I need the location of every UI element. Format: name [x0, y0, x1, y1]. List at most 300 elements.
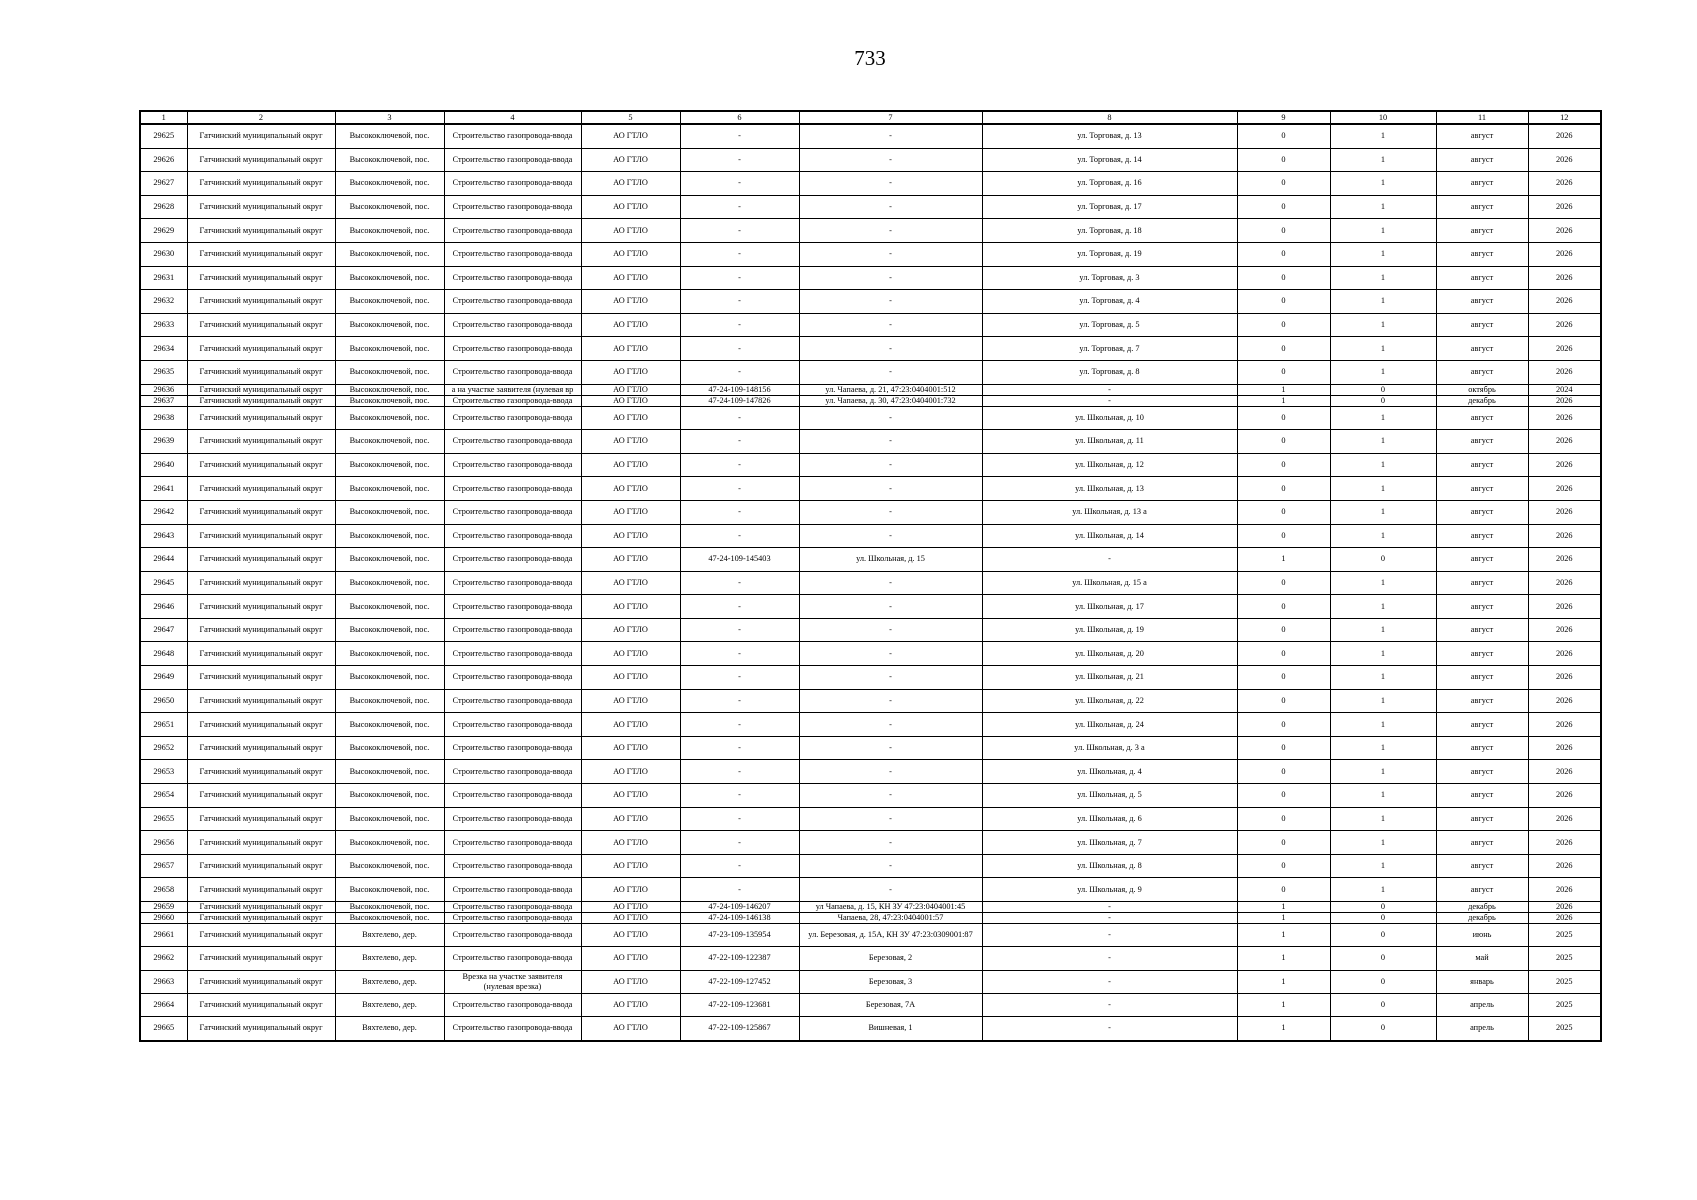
record-id-cell: 29630 [140, 242, 187, 266]
organization-cell: АО ГТЛО [581, 337, 680, 361]
organization-cell: АО ГТЛО [581, 548, 680, 572]
address-cell: - [799, 430, 982, 454]
work-type-cell: Строительство газопровода-ввода [444, 124, 581, 148]
district-cell: Гатчинский муниципальный округ [187, 970, 335, 993]
count-connected-cell: 0 [1237, 430, 1330, 454]
month-cell: август [1436, 689, 1528, 713]
organization-cell: АО ГТЛО [581, 642, 680, 666]
address-cell: - [799, 219, 982, 243]
table-row [140, 500, 1601, 524]
organization-cell: АО ГТЛО [581, 913, 680, 924]
tech-conditions-number-cell: 47-24-109-147826 [680, 395, 799, 406]
tech-conditions-number-cell: - [680, 807, 799, 831]
count-connected-cell: 0 [1237, 571, 1330, 595]
table-row [140, 666, 1601, 690]
count-connected-cell: 0 [1237, 595, 1330, 619]
settlement-cell: Вяхтелево, дер. [335, 924, 444, 947]
table-row [140, 1017, 1601, 1041]
district-cell: Гатчинский муниципальный округ [187, 666, 335, 690]
organization-cell: АО ГТЛО [581, 947, 680, 971]
settlement-cell: Высокоключевой, пос. [335, 784, 444, 808]
settlement-cell: Высокоключевой, пос. [335, 124, 444, 148]
work-type-cell: Строительство газопровода-ввода [444, 406, 581, 430]
count-planned-cell: 1 [1330, 195, 1436, 219]
count-connected-cell: 1 [1237, 902, 1330, 913]
address-cell: Чапаева, 28, 47:23:0404001:57 [799, 913, 982, 924]
count-planned-cell: 0 [1330, 902, 1436, 913]
work-type-cell: Строительство газопровода-ввода [444, 807, 581, 831]
district-cell: Гатчинский муниципальный округ [187, 548, 335, 572]
work-type-cell: Строительство газопровода-ввода [444, 548, 581, 572]
count-planned-cell: 1 [1330, 854, 1436, 878]
organization-cell: АО ГТЛО [581, 524, 680, 548]
organization-cell: АО ГТЛО [581, 713, 680, 737]
month-cell: апрель [1436, 993, 1528, 1017]
organization-cell: АО ГТЛО [581, 313, 680, 337]
address-cell: - [799, 642, 982, 666]
work-type-cell: Строительство газопровода-ввода [444, 760, 581, 784]
column-header-12: 12 [1528, 111, 1601, 124]
month-cell: август [1436, 195, 1528, 219]
work-type-cell: Строительство газопровода-ввода [444, 266, 581, 290]
column-header-3: 3 [335, 111, 444, 124]
object-address-cell: ул. Школьная, д. 12 [982, 453, 1237, 477]
record-id-cell: 29626 [140, 148, 187, 172]
object-address-cell: ул. Школьная, д. 17 [982, 595, 1237, 619]
address-cell: - [799, 784, 982, 808]
year-cell: 2026 [1528, 666, 1601, 690]
count-planned-cell: 0 [1330, 947, 1436, 971]
address-cell: Вишневая, 1 [799, 1017, 982, 1041]
count-connected-cell: 0 [1237, 337, 1330, 361]
work-type-cell: Строительство газопровода-ввода [444, 831, 581, 855]
record-id-cell: 29655 [140, 807, 187, 831]
month-cell: август [1436, 807, 1528, 831]
settlement-cell: Высокоключевой, пос. [335, 195, 444, 219]
district-cell: Гатчинский муниципальный округ [187, 913, 335, 924]
record-id-cell: 29634 [140, 337, 187, 361]
settlement-cell: Вяхтелево, дер. [335, 947, 444, 971]
count-connected-cell: 0 [1237, 666, 1330, 690]
district-cell: Гатчинский муниципальный округ [187, 831, 335, 855]
year-cell: 2026 [1528, 195, 1601, 219]
year-cell: 2026 [1528, 148, 1601, 172]
tech-conditions-number-cell: 47-22-109-122387 [680, 947, 799, 971]
count-connected-cell: 0 [1237, 124, 1330, 148]
organization-cell: АО ГТЛО [581, 760, 680, 784]
year-cell: 2026 [1528, 395, 1601, 406]
organization-cell: АО ГТЛО [581, 970, 680, 993]
object-address-cell: ул. Школьная, д. 22 [982, 689, 1237, 713]
settlement-cell: Высокоключевой, пос. [335, 713, 444, 737]
address-cell: - [799, 313, 982, 337]
tech-conditions-number-cell: - [680, 618, 799, 642]
month-cell: август [1436, 831, 1528, 855]
object-address-cell: - [982, 970, 1237, 993]
record-id-cell: 29635 [140, 360, 187, 384]
organization-cell: АО ГТЛО [581, 831, 680, 855]
year-cell: 2026 [1528, 618, 1601, 642]
year-cell: 2026 [1528, 571, 1601, 595]
object-address-cell: - [982, 902, 1237, 913]
record-id-cell: 29631 [140, 266, 187, 290]
count-planned-cell: 1 [1330, 618, 1436, 642]
table-row [140, 124, 1601, 148]
tech-conditions-number-cell: - [680, 736, 799, 760]
object-address-cell: ул. Школьная, д. 20 [982, 642, 1237, 666]
year-cell: 2026 [1528, 913, 1601, 924]
tech-conditions-number-cell: - [680, 360, 799, 384]
address-cell: - [799, 666, 982, 690]
settlement-cell: Высокоключевой, пос. [335, 395, 444, 406]
year-cell: 2026 [1528, 760, 1601, 784]
record-id-cell: 29664 [140, 993, 187, 1017]
work-type-cell: Строительство газопровода-ввода [444, 1017, 581, 1041]
object-address-cell: ул. Школьная, д. 11 [982, 430, 1237, 454]
object-address-cell: ул. Школьная, д. 7 [982, 831, 1237, 855]
work-type-cell: Строительство газопровода-ввода [444, 913, 581, 924]
tech-conditions-number-cell: - [680, 430, 799, 454]
record-id-cell: 29661 [140, 924, 187, 947]
organization-cell: АО ГТЛО [581, 242, 680, 266]
table-row [140, 548, 1601, 572]
count-connected-cell: 0 [1237, 148, 1330, 172]
object-address-cell: ул. Школьная, д. 8 [982, 854, 1237, 878]
object-address-cell: ул. Школьная, д. 5 [982, 784, 1237, 808]
address-cell: - [799, 878, 982, 902]
table-row [140, 713, 1601, 737]
month-cell: август [1436, 666, 1528, 690]
count-connected-cell: 1 [1237, 970, 1330, 993]
address-cell: - [799, 242, 982, 266]
table-row [140, 642, 1601, 666]
table-row [140, 913, 1601, 924]
tech-conditions-number-cell: - [680, 642, 799, 666]
object-address-cell: - [982, 924, 1237, 947]
object-address-cell: - [982, 548, 1237, 572]
count-connected-cell: 0 [1237, 618, 1330, 642]
work-type-cell: Строительство газопровода-ввода [444, 736, 581, 760]
address-cell: - [799, 689, 982, 713]
work-type-cell: Строительство газопровода-ввода [444, 148, 581, 172]
month-cell: апрель [1436, 1017, 1528, 1041]
record-id-cell: 29660 [140, 913, 187, 924]
work-type-cell: Строительство газопровода-ввода [444, 618, 581, 642]
work-type-cell: Строительство газопровода-ввода [444, 784, 581, 808]
month-cell: август [1436, 736, 1528, 760]
object-address-cell: ул. Школьная, д. 21 [982, 666, 1237, 690]
object-address-cell: - [982, 395, 1237, 406]
table-row [140, 337, 1601, 361]
district-cell: Гатчинский муниципальный округ [187, 878, 335, 902]
organization-cell: АО ГТЛО [581, 360, 680, 384]
object-address-cell: ул. Торговая, д. 5 [982, 313, 1237, 337]
organization-cell: АО ГТЛО [581, 148, 680, 172]
record-id-cell: 29662 [140, 947, 187, 971]
object-address-cell: ул. Школьная, д. 14 [982, 524, 1237, 548]
organization-cell: АО ГТЛО [581, 689, 680, 713]
address-cell: - [799, 618, 982, 642]
organization-cell: АО ГТЛО [581, 219, 680, 243]
table-row [140, 242, 1601, 266]
address-cell: - [799, 736, 982, 760]
count-connected-cell: 0 [1237, 689, 1330, 713]
tech-conditions-number-cell: - [680, 195, 799, 219]
district-cell: Гатчинский муниципальный округ [187, 148, 335, 172]
tech-conditions-number-cell: - [680, 571, 799, 595]
table-row [140, 831, 1601, 855]
address-cell: Березовая, 7А [799, 993, 982, 1017]
record-id-cell: 29646 [140, 595, 187, 619]
tech-conditions-number-cell: 47-22-109-123681 [680, 993, 799, 1017]
year-cell: 2026 [1528, 854, 1601, 878]
column-header-9: 9 [1237, 111, 1330, 124]
tech-conditions-number-cell: - [680, 878, 799, 902]
count-planned-cell: 1 [1330, 736, 1436, 760]
count-connected-cell: 0 [1237, 477, 1330, 501]
year-cell: 2026 [1528, 430, 1601, 454]
address-cell: ул. Березовая, д. 15А, КН ЗУ 47:23:0309001:87 [799, 924, 982, 947]
district-cell: Гатчинский муниципальный округ [187, 736, 335, 760]
settlement-cell: Высокоключевой, пос. [335, 477, 444, 501]
year-cell: 2026 [1528, 360, 1601, 384]
district-cell: Гатчинский муниципальный округ [187, 242, 335, 266]
year-cell: 2026 [1528, 477, 1601, 501]
organization-cell: АО ГТЛО [581, 902, 680, 913]
address-cell: ул Чапаева, д. 15, КН ЗУ 47:23:0404001:45 [799, 902, 982, 913]
organization-cell: АО ГТЛО [581, 618, 680, 642]
district-cell: Гатчинский муниципальный округ [187, 924, 335, 947]
organization-cell: АО ГТЛО [581, 500, 680, 524]
count-planned-cell: 1 [1330, 666, 1436, 690]
organization-cell: АО ГТЛО [581, 384, 680, 395]
table-row [140, 736, 1601, 760]
registry-table [139, 110, 1602, 1042]
month-cell: август [1436, 500, 1528, 524]
record-id-cell: 29650 [140, 689, 187, 713]
table-row [140, 148, 1601, 172]
year-cell: 2025 [1528, 947, 1601, 971]
address-cell: - [799, 831, 982, 855]
tech-conditions-number-cell: 47-24-109-146138 [680, 913, 799, 924]
count-connected-cell: 0 [1237, 453, 1330, 477]
work-type-cell: Строительство газопровода-ввода [444, 313, 581, 337]
record-id-cell: 29659 [140, 902, 187, 913]
column-header-11: 11 [1436, 111, 1528, 124]
month-cell: май [1436, 947, 1528, 971]
organization-cell: АО ГТЛО [581, 453, 680, 477]
table-row [140, 689, 1601, 713]
record-id-cell: 29656 [140, 831, 187, 855]
month-cell: декабрь [1436, 395, 1528, 406]
month-cell: август [1436, 219, 1528, 243]
year-cell: 2026 [1528, 831, 1601, 855]
year-cell: 2026 [1528, 548, 1601, 572]
tech-conditions-number-cell: 47-24-109-145403 [680, 548, 799, 572]
table-body [140, 124, 1601, 1041]
record-id-cell: 29663 [140, 970, 187, 993]
address-cell: - [799, 524, 982, 548]
district-cell: Гатчинский муниципальный округ [187, 430, 335, 454]
district-cell: Гатчинский муниципальный округ [187, 713, 335, 737]
tech-conditions-number-cell: - [680, 337, 799, 361]
count-connected-cell: 1 [1237, 395, 1330, 406]
record-id-cell: 29654 [140, 784, 187, 808]
settlement-cell: Высокоключевой, пос. [335, 313, 444, 337]
address-cell: - [799, 290, 982, 314]
count-connected-cell: 0 [1237, 219, 1330, 243]
settlement-cell: Высокоключевой, пос. [335, 360, 444, 384]
tech-conditions-number-cell: - [680, 784, 799, 808]
work-type-cell: Строительство газопровода-ввода [444, 878, 581, 902]
settlement-cell: Высокоключевой, пос. [335, 548, 444, 572]
count-planned-cell: 1 [1330, 878, 1436, 902]
table-row [140, 477, 1601, 501]
year-cell: 2026 [1528, 313, 1601, 337]
object-address-cell: - [982, 993, 1237, 1017]
object-address-cell: ул. Школьная, д. 19 [982, 618, 1237, 642]
address-cell: - [799, 453, 982, 477]
organization-cell: АО ГТЛО [581, 666, 680, 690]
record-id-cell: 29638 [140, 406, 187, 430]
month-cell: август [1436, 548, 1528, 572]
count-connected-cell: 0 [1237, 500, 1330, 524]
work-type-cell: Строительство газопровода-ввода [444, 395, 581, 406]
table-row [140, 313, 1601, 337]
count-planned-cell: 1 [1330, 500, 1436, 524]
district-cell: Гатчинский муниципальный округ [187, 993, 335, 1017]
district-cell: Гатчинский муниципальный округ [187, 595, 335, 619]
settlement-cell: Высокоключевой, пос. [335, 384, 444, 395]
settlement-cell: Высокоключевой, пос. [335, 854, 444, 878]
month-cell: декабрь [1436, 902, 1528, 913]
district-cell: Гатчинский муниципальный округ [187, 266, 335, 290]
month-cell: август [1436, 337, 1528, 361]
record-id-cell: 29627 [140, 172, 187, 196]
settlement-cell: Высокоключевой, пос. [335, 453, 444, 477]
count-planned-cell: 1 [1330, 477, 1436, 501]
count-connected-cell: 0 [1237, 172, 1330, 196]
count-connected-cell: 1 [1237, 947, 1330, 971]
object-address-cell: ул. Торговая, д. 18 [982, 219, 1237, 243]
year-cell: 2025 [1528, 970, 1601, 993]
district-cell: Гатчинский муниципальный округ [187, 807, 335, 831]
address-cell: - [799, 337, 982, 361]
count-connected-cell: 0 [1237, 854, 1330, 878]
year-cell: 2024 [1528, 384, 1601, 395]
tech-conditions-number-cell: 47-24-109-148156 [680, 384, 799, 395]
count-connected-cell: 1 [1237, 548, 1330, 572]
district-cell: Гатчинский муниципальный округ [187, 524, 335, 548]
count-planned-cell: 1 [1330, 290, 1436, 314]
count-connected-cell: 0 [1237, 831, 1330, 855]
work-type-cell: Строительство газопровода-ввода [444, 195, 581, 219]
table-row [140, 571, 1601, 595]
work-type-cell: Строительство газопровода-ввода [444, 172, 581, 196]
organization-cell: АО ГТЛО [581, 172, 680, 196]
year-cell: 2026 [1528, 172, 1601, 196]
district-cell: Гатчинский муниципальный округ [187, 290, 335, 314]
year-cell: 2026 [1528, 902, 1601, 913]
year-cell: 2026 [1528, 242, 1601, 266]
year-cell: 2025 [1528, 993, 1601, 1017]
month-cell: август [1436, 266, 1528, 290]
record-id-cell: 29657 [140, 854, 187, 878]
table-row [140, 360, 1601, 384]
work-type-cell: Строительство газопровода-ввода [444, 595, 581, 619]
district-cell: Гатчинский муниципальный округ [187, 219, 335, 243]
table-row [140, 172, 1601, 196]
count-planned-cell: 1 [1330, 571, 1436, 595]
table-row [140, 266, 1601, 290]
month-cell: август [1436, 124, 1528, 148]
year-cell: 2026 [1528, 500, 1601, 524]
work-type-cell: Строительство газопровода-ввода [444, 360, 581, 384]
year-cell: 2026 [1528, 337, 1601, 361]
count-planned-cell: 1 [1330, 642, 1436, 666]
work-type-cell: Строительство газопровода-ввода [444, 666, 581, 690]
address-cell: - [799, 266, 982, 290]
month-cell: январь [1436, 970, 1528, 993]
tech-conditions-number-cell: - [680, 266, 799, 290]
month-cell: август [1436, 760, 1528, 784]
work-type-cell: Строительство газопровода-ввода [444, 219, 581, 243]
count-planned-cell: 1 [1330, 242, 1436, 266]
district-cell: Гатчинский муниципальный округ [187, 500, 335, 524]
year-cell: 2026 [1528, 266, 1601, 290]
work-type-cell: Строительство газопровода-ввода [444, 337, 581, 361]
tech-conditions-number-cell: - [680, 760, 799, 784]
district-cell: Гатчинский муниципальный округ [187, 477, 335, 501]
organization-cell: АО ГТЛО [581, 1017, 680, 1041]
district-cell: Гатчинский муниципальный округ [187, 689, 335, 713]
district-cell: Гатчинский муниципальный округ [187, 360, 335, 384]
table-row [140, 760, 1601, 784]
tech-conditions-number-cell: - [680, 124, 799, 148]
month-cell: август [1436, 172, 1528, 196]
table-row [140, 595, 1601, 619]
tech-conditions-number-cell: - [680, 831, 799, 855]
column-number-row [140, 111, 1601, 124]
object-address-cell: ул. Торговая, д. 7 [982, 337, 1237, 361]
tech-conditions-number-cell: - [680, 477, 799, 501]
settlement-cell: Высокоключевой, пос. [335, 290, 444, 314]
count-planned-cell: 0 [1330, 384, 1436, 395]
address-cell: - [799, 713, 982, 737]
settlement-cell: Высокоключевой, пос. [335, 500, 444, 524]
record-id-cell: 29652 [140, 736, 187, 760]
district-cell: Гатчинский муниципальный округ [187, 172, 335, 196]
year-cell: 2026 [1528, 642, 1601, 666]
object-address-cell: ул. Школьная, д. 4 [982, 760, 1237, 784]
month-cell: август [1436, 453, 1528, 477]
object-address-cell: ул. Торговая, д. 16 [982, 172, 1237, 196]
work-type-cell: Строительство газопровода-ввода [444, 571, 581, 595]
month-cell: август [1436, 713, 1528, 737]
settlement-cell: Высокоключевой, пос. [335, 337, 444, 361]
address-cell: Березовая, 3 [799, 970, 982, 993]
count-connected-cell: 0 [1237, 642, 1330, 666]
month-cell: август [1436, 618, 1528, 642]
organization-cell: АО ГТЛО [581, 878, 680, 902]
count-planned-cell: 1 [1330, 784, 1436, 808]
month-cell: октябрь [1436, 384, 1528, 395]
count-connected-cell: 0 [1237, 807, 1330, 831]
count-planned-cell: 1 [1330, 148, 1436, 172]
settlement-cell: Высокоключевой, пос. [335, 242, 444, 266]
table-row [140, 384, 1601, 395]
count-connected-cell: 1 [1237, 913, 1330, 924]
